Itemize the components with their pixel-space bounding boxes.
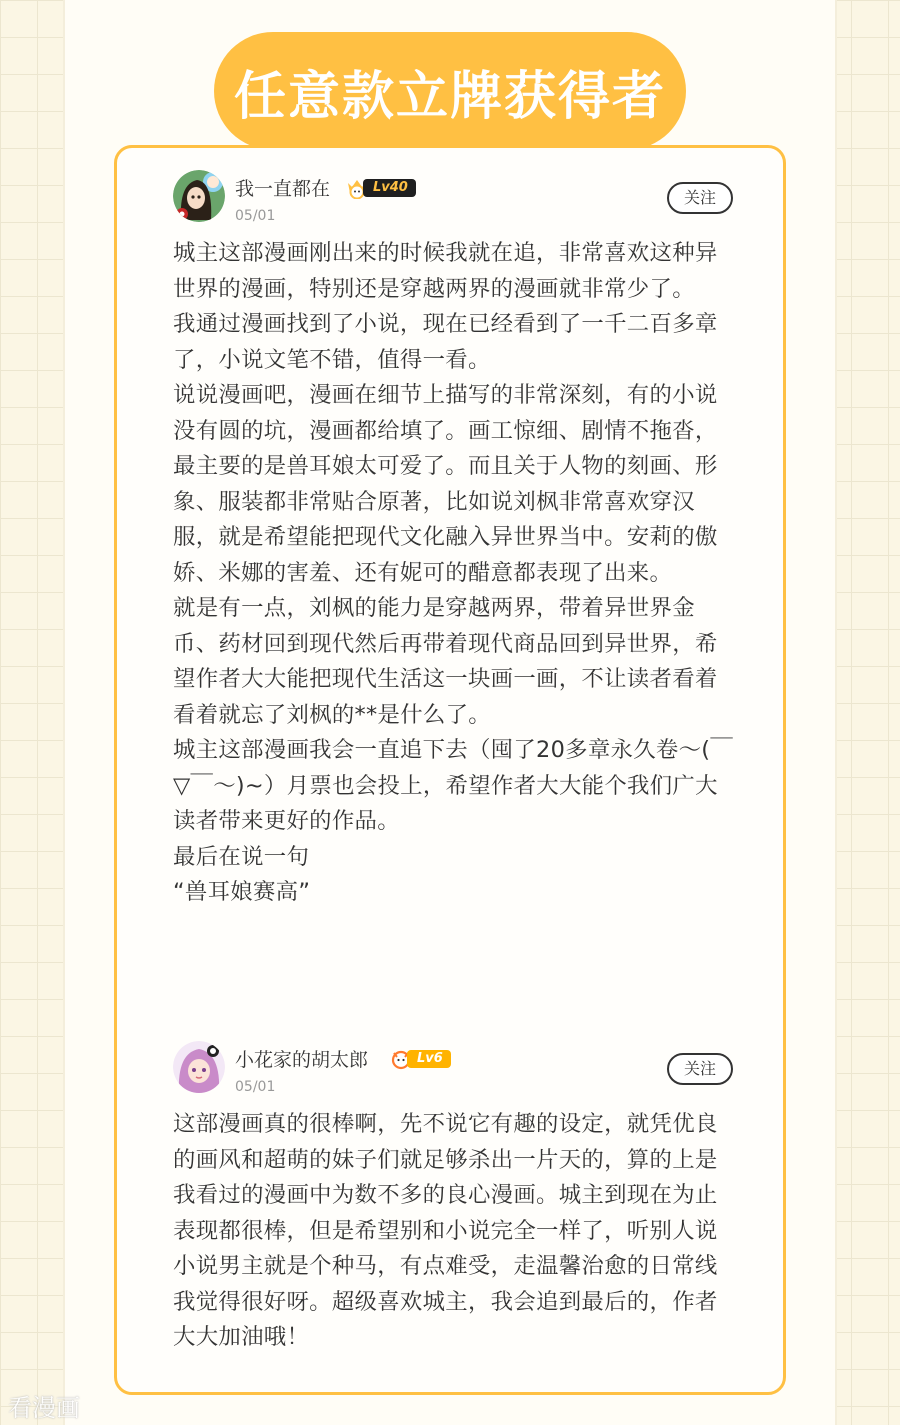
comments-card (114, 145, 786, 1395)
username[interactable]: 小花家的胡太郎 (235, 1049, 369, 1071)
anime-character-avatar-icon[interactable] (173, 170, 225, 222)
comment-item (173, 1041, 733, 1356)
comment-paragraph: 城主这部漫画我会一直追下去（囤了20多章永久卷～(￣▽￣～)~）月票也会投上，希望作者大大能个我们广大读者带来更好的作品。 (173, 737, 734, 834)
comment-paragraph: 就是有一点，刘枫的能力是穿越两界，带着异世界金币、药材回到现代然后再带着现代商品回到异世界，希望作者大大能把现代生活这一块画一画，不让读者看着看着就忘了刘枫的**是什么了。 (173, 595, 718, 728)
comment-paragraph: 我通过漫画找到了小说，现在已经看到了一千二百多章了，小说文笔不错，值得一看。 (173, 311, 718, 373)
comment-date: 05/01 (235, 1079, 276, 1095)
banner-title: 任意款立牌获得者 (233, 66, 666, 127)
level-label: Lv40 (363, 179, 416, 197)
title-banner (214, 32, 686, 150)
level-badge (345, 177, 416, 199)
username[interactable]: 我一直都在 (235, 178, 331, 200)
watermark-text: 看漫画 (8, 1394, 80, 1422)
anime-girl-avatar-icon[interactable] (173, 1041, 225, 1093)
comment-body (173, 1107, 733, 1356)
comment-date: 05/01 (235, 208, 276, 224)
comment-paragraph: 这部漫画真的很棒啊，先不说它有趣的设定，就凭优良的画风和超萌的妹子们就足够杀出一片天的，算的上是我看过的漫画中为数不多的良心漫画。城主到现在为止表现都很棒，但是希望别和小说完全一样了，听别人说小说男主就是个种马，有点难受，走温馨治愈的日常线我觉得很好呀。超级喜欢城主，我会追到最后的，作者大大加油哦！ (173, 1111, 718, 1350)
level-badge (389, 1048, 451, 1070)
comment-item (173, 170, 733, 911)
follow-button[interactable]: 关注 (667, 1053, 733, 1085)
comment-paragraph: “兽耳娘赛高” (173, 879, 311, 905)
comment-header (173, 170, 733, 226)
comment-body (173, 236, 733, 911)
comment-paragraph: 城主这部漫画刚出来的时候我就在追，非常喜欢这种异世界的漫画，特别还是穿越两界的漫画就非常少了。 (173, 240, 718, 302)
comment-header (173, 1041, 733, 1097)
comment-paragraph: 最后在说一句 (173, 843, 310, 870)
comment-paragraph: 说说漫画吧，漫画在细节上描写的非常深刻，有的小说没有圆的坑，漫画都给填了。画工惊细、剧情不拖沓，最主要的是兽耳娘太可爱了。而且关于人物的刻画、形象、服装都非常贴合原著，比如说刘枫非常喜欢穿汉服，就是希望能把现代文化融入异世界当中。安莉的傲娇、米娜的害羞、还有妮可的醋意都表现了出来。 (173, 382, 718, 586)
follow-button[interactable]: 关注 (667, 182, 733, 214)
level-label: Lv6 (407, 1050, 451, 1068)
